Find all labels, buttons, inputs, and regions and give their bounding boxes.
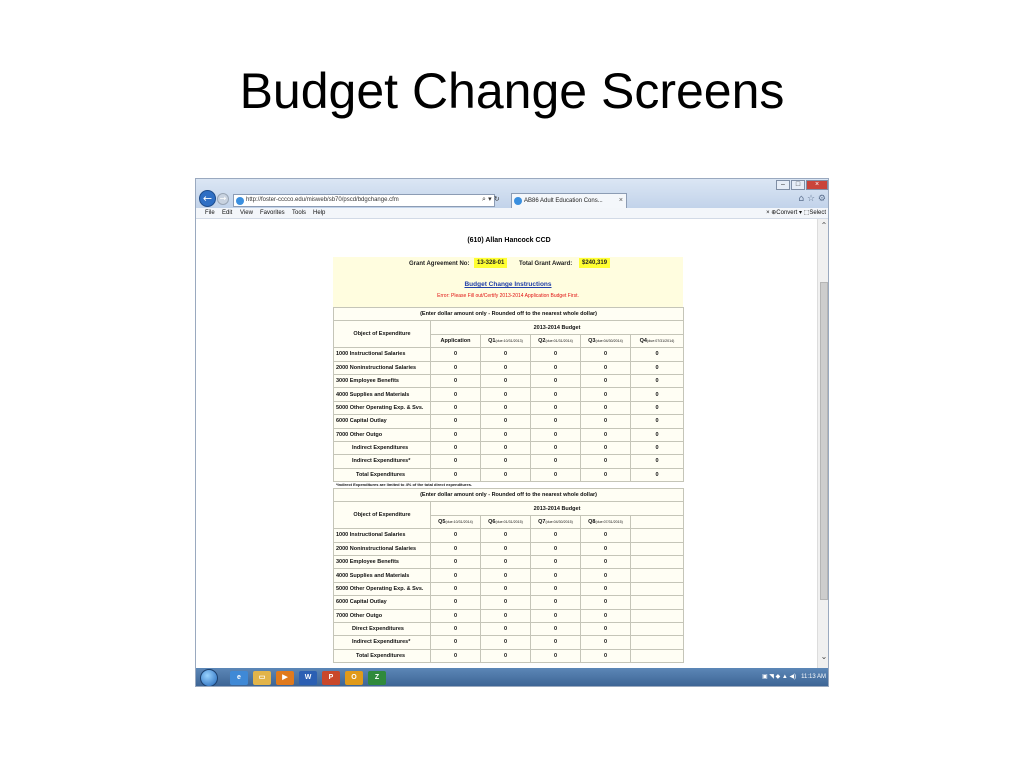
table-row <box>334 348 684 361</box>
column-due-date: (due:10/31/2014) <box>445 519 473 524</box>
amount-cell[interactable]: 0 <box>431 348 481 361</box>
amount-cell[interactable]: 0 <box>531 348 581 361</box>
amount-cell[interactable]: 0 <box>581 609 631 622</box>
amount-cell[interactable]: 0 <box>631 455 684 468</box>
row-label: 2000 Noninstructional Salaries <box>334 542 431 555</box>
empty-cell <box>631 569 684 582</box>
address-bar[interactable] <box>233 194 495 207</box>
table-row <box>334 569 684 582</box>
amount-cell[interactable]: 0 <box>581 348 631 361</box>
amount-cell[interactable]: 0 <box>431 649 481 662</box>
column-label: Q2 <box>538 337 546 344</box>
column-label: Q8 <box>588 518 596 525</box>
amount-cell[interactable]: 0 <box>581 441 631 454</box>
header-row <box>334 502 684 515</box>
taskbar-outlook-icon[interactable]: O <box>345 671 363 685</box>
web-page <box>196 219 817 668</box>
empty-cell <box>631 649 684 662</box>
home-favorites-tools-icons[interactable]: ⌂ ☆ ⚙ <box>798 194 826 204</box>
amount-cell[interactable]: 0 <box>581 542 631 555</box>
close-window-button[interactable]: × <box>806 180 828 190</box>
amount-cell[interactable]: 0 <box>531 622 581 635</box>
browser-screenshot <box>195 178 829 687</box>
ie-page-icon <box>236 197 244 205</box>
row-label: Total Expenditures <box>334 468 431 481</box>
caption-row <box>334 308 684 321</box>
browser-tab[interactable] <box>511 193 627 208</box>
amount-cell[interactable]: 0 <box>481 529 531 542</box>
table-row <box>334 401 684 414</box>
tray-icons[interactable]: ▣ ◥ ◆ ▲ ◀) <box>761 674 797 680</box>
amount-cell[interactable]: 0 <box>481 555 531 568</box>
clock[interactable]: 11:13 AM <box>801 674 826 680</box>
table-row <box>334 609 684 622</box>
table-row <box>334 361 684 374</box>
column-header <box>631 515 684 528</box>
tab-favicon-icon <box>514 197 522 205</box>
budget-year-header: 2013-2014 Budget <box>431 502 684 515</box>
empty-cell <box>631 542 684 555</box>
taskbar <box>196 668 829 687</box>
amount-cell[interactable]: 0 <box>531 609 581 622</box>
amount-cell[interactable]: 0 <box>431 401 481 414</box>
amount-cell[interactable]: 0 <box>531 542 581 555</box>
menu-edit[interactable]: Edit <box>222 210 233 216</box>
amount-cell[interactable]: 0 <box>581 636 631 649</box>
grant-agreement-label: Grant Agreement No: <box>409 261 470 267</box>
column-label: Application <box>440 337 471 344</box>
amount-cell[interactable]: 0 <box>631 361 684 374</box>
menu-file[interactable]: File <box>205 210 215 216</box>
amount-cell[interactable]: 0 <box>481 455 531 468</box>
taskbar-explorer-icon[interactable]: ▭ <box>253 671 271 685</box>
column-due-date: (due:07/31/2014) <box>647 338 675 343</box>
column-header <box>581 515 631 528</box>
row-label: Indirect Expenditures <box>334 441 431 454</box>
amount-cell[interactable]: 0 <box>481 622 531 635</box>
amount-cell[interactable]: 0 <box>581 428 631 441</box>
table-row <box>334 596 684 609</box>
budget-table-q5-q8 <box>333 488 684 663</box>
amount-cell[interactable]: 0 <box>431 596 481 609</box>
table-caption: (Enter dollar amount only - Rounded off to the nearest whole dollar) <box>334 489 684 502</box>
table-row <box>334 468 684 481</box>
amount-cell[interactable]: 0 <box>431 555 481 568</box>
object-of-expenditure-header: Object of Expenditure <box>334 502 431 529</box>
table-row <box>334 415 684 428</box>
row-label: 7000 Other Outgo <box>334 609 431 622</box>
amount-cell[interactable]: 0 <box>581 529 631 542</box>
table-row <box>334 555 684 568</box>
amount-cell[interactable]: 0 <box>431 415 481 428</box>
amount-cell[interactable]: 0 <box>581 582 631 595</box>
row-label: Indirect Expenditures* <box>334 636 431 649</box>
column-label: Q4 <box>639 337 647 344</box>
amount-cell[interactable]: 0 <box>581 555 631 568</box>
amount-cell[interactable]: 0 <box>581 596 631 609</box>
amount-cell[interactable]: 0 <box>431 455 481 468</box>
menu-favorites[interactable]: Favorites <box>260 210 285 216</box>
table-caption: (Enter dollar amount only - Rounded off to the nearest whole dollar) <box>334 308 684 321</box>
minimize-button[interactable]: – <box>776 180 790 190</box>
amount-cell[interactable]: 0 <box>481 609 531 622</box>
command-bar-convert-select[interactable]: × ⊕Convert ▾ ⬚Select <box>766 210 826 216</box>
amount-cell[interactable]: 0 <box>531 361 581 374</box>
back-button[interactable]: ← <box>199 190 216 207</box>
amount-cell[interactable]: 0 <box>431 388 481 401</box>
grant-agreement-no: 13-328-01 <box>474 258 507 268</box>
amount-cell[interactable]: 0 <box>581 455 631 468</box>
amount-cell[interactable]: 0 <box>481 468 531 481</box>
amount-cell[interactable]: 0 <box>431 468 481 481</box>
amount-cell[interactable]: 0 <box>531 555 581 568</box>
amount-cell[interactable]: 0 <box>581 569 631 582</box>
table-row <box>334 374 684 387</box>
object-of-expenditure-header: Object of Expenditure <box>334 321 431 348</box>
taskbar-excel-icon[interactable]: Z <box>368 671 386 685</box>
amount-cell[interactable]: 0 <box>581 361 631 374</box>
amount-cell[interactable]: 0 <box>431 582 481 595</box>
amount-cell[interactable]: 0 <box>581 415 631 428</box>
amount-cell[interactable]: 0 <box>531 428 581 441</box>
window-controls <box>775 180 828 190</box>
amount-cell[interactable]: 0 <box>481 649 531 662</box>
column-due-date: (due:01/31/2015) <box>495 519 523 524</box>
row-label: Indirect Expenditures* <box>334 455 431 468</box>
grant-info-panel <box>333 257 683 307</box>
taskbar-powerpoint-icon[interactable]: P <box>322 671 340 685</box>
amount-cell[interactable]: 0 <box>431 428 481 441</box>
maximize-button[interactable]: □ <box>791 180 805 190</box>
empty-cell <box>631 555 684 568</box>
amount-cell[interactable]: 0 <box>631 441 684 454</box>
budget-year-header: 2013-2014 Budget <box>431 321 684 334</box>
table-row <box>334 582 684 595</box>
menu-view[interactable]: View <box>240 210 253 216</box>
row-label: 1000 Instructional Salaries <box>334 348 431 361</box>
row-label: 2000 Noninstructional Salaries <box>334 361 431 374</box>
scroll-up-icon[interactable]: ⌃ <box>820 221 828 230</box>
amount-cell[interactable]: 0 <box>631 388 684 401</box>
row-label: Direct Expenditures <box>334 622 431 635</box>
amount-cell[interactable]: 0 <box>531 582 581 595</box>
amount-cell[interactable]: 0 <box>531 636 581 649</box>
browser-chrome <box>196 179 829 208</box>
amount-cell[interactable]: 0 <box>431 441 481 454</box>
amount-cell[interactable]: 0 <box>531 401 581 414</box>
amount-cell[interactable]: 0 <box>481 374 531 387</box>
amount-cell[interactable]: 0 <box>481 636 531 649</box>
amount-cell[interactable]: 0 <box>481 361 531 374</box>
row-label: 6000 Capital Outlay <box>334 596 431 609</box>
empty-cell <box>631 622 684 635</box>
column-header <box>431 515 481 528</box>
caption-row <box>334 489 684 502</box>
column-label: Q7 <box>538 518 546 525</box>
column-label: Q1 <box>488 337 496 344</box>
column-header <box>431 334 481 347</box>
table-row <box>334 455 684 468</box>
amount-cell[interactable]: 0 <box>531 455 581 468</box>
system-tray <box>762 673 826 680</box>
amount-cell[interactable]: 0 <box>431 609 481 622</box>
amount-cell[interactable]: 0 <box>431 569 481 582</box>
tab-close-icon[interactable]: × <box>618 197 623 204</box>
scroll-thumb[interactable] <box>820 282 828 600</box>
error-message: Error: Please Fill out/Certify 2013-2014 Application Budget First. <box>437 293 579 299</box>
amount-cell[interactable]: 0 <box>531 569 581 582</box>
row-label: 7000 Other Outgo <box>334 428 431 441</box>
org-title: (610) Allan Hancock CCD <box>467 237 551 244</box>
amount-cell[interactable]: 0 <box>481 401 531 414</box>
header-row <box>334 321 684 334</box>
vertical-scrollbar[interactable] <box>817 219 829 668</box>
table-row <box>334 428 684 441</box>
total-award-label: Total Grant Award: <box>519 261 573 267</box>
amount-cell[interactable]: 0 <box>431 622 481 635</box>
amount-cell[interactable]: 0 <box>631 468 684 481</box>
amount-cell[interactable]: 0 <box>481 388 531 401</box>
start-button[interactable] <box>200 669 218 687</box>
amount-cell[interactable]: 0 <box>631 348 684 361</box>
forward-button[interactable]: → <box>217 193 229 205</box>
column-due-date: (due:01/31/2014) <box>545 338 573 343</box>
column-header <box>531 515 581 528</box>
table-row <box>334 622 684 635</box>
row-label: 4000 Supplies and Materials <box>334 388 431 401</box>
amount-cell[interactable]: 0 <box>531 441 581 454</box>
row-label: Total Expenditures <box>334 649 431 662</box>
column-header <box>581 334 631 347</box>
amount-cell[interactable]: 0 <box>481 569 531 582</box>
address-url: http://foster-cccco.edu/misweb/sb70/pscd/bdgchange.cfm <box>246 197 399 203</box>
amount-cell[interactable]: 0 <box>581 468 631 481</box>
amount-cell[interactable]: 0 <box>631 401 684 414</box>
amount-cell[interactable]: 0 <box>531 468 581 481</box>
column-label: Q3 <box>588 337 596 344</box>
row-label: 3000 Employee Benefits <box>334 555 431 568</box>
budget-table-q1-q4 <box>333 307 684 482</box>
amount-cell[interactable]: 0 <box>431 542 481 555</box>
amount-cell[interactable]: 0 <box>431 529 481 542</box>
amount-cell[interactable]: 0 <box>581 622 631 635</box>
amount-cell[interactable]: 0 <box>431 636 481 649</box>
total-award-value: $240,319 <box>579 258 610 268</box>
empty-cell <box>631 596 684 609</box>
taskbar-ie-icon[interactable]: e <box>230 671 248 685</box>
amount-cell[interactable]: 0 <box>531 529 581 542</box>
row-label: 5000 Other Operating Exp. & Svs. <box>334 582 431 595</box>
row-label: 4000 Supplies and Materials <box>334 569 431 582</box>
taskbar-media-icon[interactable]: ▶ <box>276 671 294 685</box>
slide-title: Budget Change Screens <box>239 63 785 119</box>
column-due-date: (due:04/30/2015) <box>545 519 573 524</box>
table-row <box>334 441 684 454</box>
column-header <box>531 334 581 347</box>
footnote: *Indirect Expenditures are limited to 4% of the total direct expenditures. <box>336 482 473 487</box>
amount-cell[interactable]: 0 <box>581 401 631 414</box>
column-due-date: (due:04/30/2014) <box>595 338 623 343</box>
amount-cell[interactable]: 0 <box>581 388 631 401</box>
column-header <box>481 515 531 528</box>
amount-cell[interactable]: 0 <box>481 428 531 441</box>
amount-cell[interactable]: 0 <box>631 374 684 387</box>
empty-cell <box>631 609 684 622</box>
amount-cell[interactable]: 0 <box>581 649 631 662</box>
amount-cell[interactable]: 0 <box>631 415 684 428</box>
row-label: 5000 Other Operating Exp. & Svs. <box>334 401 431 414</box>
table-row <box>334 636 684 649</box>
tab-title: AB86 Adult Education Cons... <box>524 198 603 204</box>
amount-cell[interactable]: 0 <box>481 415 531 428</box>
amount-cell[interactable]: 0 <box>481 348 531 361</box>
scroll-down-icon[interactable]: ⌄ <box>820 652 828 661</box>
empty-cell <box>631 529 684 542</box>
column-due-date: (due:10/31/2013) <box>495 338 523 343</box>
row-label: 6000 Capital Outlay <box>334 415 431 428</box>
amount-cell[interactable]: 0 <box>481 582 531 595</box>
empty-cell <box>631 582 684 595</box>
taskbar-word-icon[interactable]: W <box>299 671 317 685</box>
budget-instructions-link[interactable]: Budget Change Instructions <box>464 281 552 288</box>
amount-cell[interactable]: 0 <box>431 361 481 374</box>
amount-cell[interactable]: 0 <box>581 374 631 387</box>
column-label: Q6 <box>488 518 496 525</box>
address-search-refresh-icons[interactable]: ⌕ ▾ ↻ <box>482 195 500 203</box>
amount-cell[interactable]: 0 <box>531 388 581 401</box>
amount-cell[interactable]: 0 <box>531 649 581 662</box>
table-row <box>334 529 684 542</box>
row-label: 3000 Employee Benefits <box>334 374 431 387</box>
menu-help[interactable]: Help <box>313 210 326 216</box>
column-header <box>481 334 531 347</box>
amount-cell[interactable]: 0 <box>481 441 531 454</box>
amount-cell[interactable]: 0 <box>431 374 481 387</box>
amount-cell[interactable]: 0 <box>481 596 531 609</box>
column-label: Q5 <box>438 518 446 525</box>
table-row <box>334 542 684 555</box>
table-row <box>334 388 684 401</box>
empty-cell <box>631 636 684 649</box>
column-header <box>631 334 684 347</box>
menu-tools[interactable]: Tools <box>292 210 307 216</box>
amount-cell[interactable]: 0 <box>531 415 581 428</box>
table-row <box>334 649 684 662</box>
amount-cell[interactable]: 0 <box>531 596 581 609</box>
amount-cell[interactable]: 0 <box>531 374 581 387</box>
menu-bar <box>196 208 829 219</box>
amount-cell[interactable]: 0 <box>631 428 684 441</box>
row-label: 1000 Instructional Salaries <box>334 529 431 542</box>
column-due-date: (due:07/31/2015) <box>595 519 623 524</box>
amount-cell[interactable]: 0 <box>481 542 531 555</box>
